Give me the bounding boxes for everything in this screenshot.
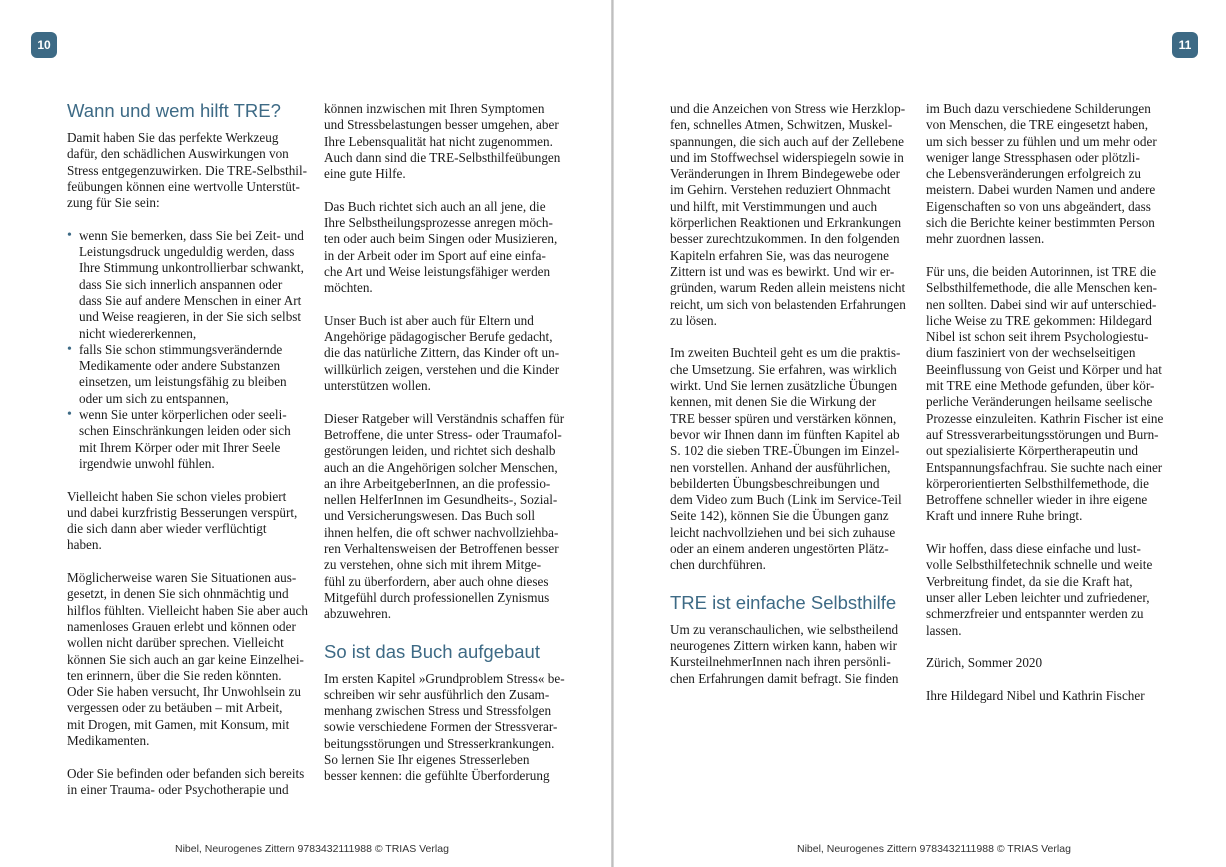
- text-line: dem Video zum Buch (Link im Service-Teil: [670, 492, 902, 508]
- text-line: Für uns, die beiden Autorinnen, ist TRE die: [926, 263, 1157, 279]
- text-line: haben.: [67, 537, 102, 553]
- text-line: Damit haben Sie das perfekte Werkzeug: [67, 130, 279, 145]
- text-line: mit Drogen, mit Gamen, mit Konsum, mit: [67, 716, 290, 732]
- text-line: dass Sie auf andere Menschen in einer Art: [79, 292, 302, 308]
- text-line: Medikamente oder andere Substanzen: [79, 358, 281, 374]
- text-line: Im zweiten Buchteil geht es um die praktis-: [670, 345, 901, 361]
- page-footer: Nibel, Neurogenes Zittern 9783432111988 © TRIAS Verlag: [175, 843, 449, 855]
- text-line: Kraft und innere Ruhe bringt.: [926, 508, 1083, 524]
- paragraph: [67, 130, 307, 211]
- text-line: Selbsthilfemethode, die alle Menschen ken-: [926, 280, 1158, 296]
- paragraph: [926, 264, 1176, 525]
- text-line: • falls Sie schon stimmungsverändernde: [67, 342, 307, 358]
- text-line: TRE besser spüren und verstärken können,: [670, 410, 897, 426]
- text-line: dass Sie sich innerlich anspannen oder: [79, 276, 283, 292]
- page-footer: Nibel, Neurogenes Zittern 9783432111988 © TRIAS Verlag: [797, 843, 1071, 855]
- text-line: in der Arbeit oder im Sport auf eine einfa-: [324, 247, 546, 263]
- section-heading: So ist das Buch aufgebaut: [324, 640, 540, 662]
- text-line: Auch dann sind die TRE-Selbsthilfeübungen: [324, 149, 561, 165]
- text-line: meistern. Dabei wurden Namen und andere: [926, 182, 1156, 198]
- text-line: Veränderungen in Ihrem Bindegewebe oder: [670, 166, 900, 182]
- text-line: oder um sich zu entspannen,: [79, 390, 229, 406]
- text-line: Prozesse einzuleiten. Kathrin Fischer ist eine: [926, 410, 1164, 426]
- bullet-list: [67, 228, 307, 472]
- text-line: Vielleicht haben Sie schon vieles probiert: [67, 488, 287, 504]
- text-line: sich die Berichte keiner bestimmten Person: [926, 215, 1155, 231]
- text-line: Im ersten Kapitel »Grundproblem Stress« be-: [324, 670, 565, 686]
- text-line: und Weise reagieren, in der Sie sich selbst: [79, 309, 302, 325]
- text-line: Unser Buch ist aber auch für Eltern und: [324, 312, 534, 328]
- text-line: Betroffene schneller wieder in ihre eigene: [926, 492, 1148, 508]
- text-line: dafür, den schädlichen Auswirkungen von: [67, 146, 289, 162]
- text-line: Zittern ist und was es bewirkt. Und wir er-: [670, 263, 895, 279]
- text-line: Ihre Stimmung unkontrollierbar schwankt,: [79, 260, 304, 276]
- text-line: bevor wir Ihnen dann im fünften Kapitel ab: [670, 426, 900, 442]
- text-line: können Sie sich auch an gar keine Einzelhei-: [67, 651, 304, 667]
- text-line: und im Stoffwechsel widerspiegeln sowie in: [670, 149, 904, 165]
- text-line: im Buch dazu verschiedene Schilderungen: [926, 101, 1151, 116]
- text-line: Betroffene, die unter Stress- oder Traumafol-: [324, 426, 562, 442]
- text-line: Stress entgegenzuwirken. Die TRE-Selbsthil-: [67, 162, 308, 178]
- text-line: Verbreitung findet, da sie die Kraft hat,: [926, 573, 1133, 589]
- text-line: mit Ihrem Körper oder mit Ihrer Seele: [79, 439, 281, 455]
- text-line: willkürlich zeigen, verstehen und die Kinder: [324, 361, 560, 377]
- right-column-2: [926, 101, 1176, 704]
- text-line: fen, schnelles Atmen, Schwitzen, Muskel-: [670, 117, 893, 133]
- text-line: Oder Sie befinden oder befanden sich bereits: [67, 765, 305, 781]
- text-line: um sich besser zu fühlen und um mehr oder: [926, 133, 1157, 149]
- paragraph: [670, 622, 910, 687]
- text-line: zu verstehen, ohne sich mit ihrem Mitge-: [324, 557, 542, 573]
- text-line: beitungsstörungen und Stresserkrankungen.: [324, 735, 555, 751]
- text-line: körperlichen Reaktionen und Erkrankungen: [670, 215, 902, 231]
- text-line: out spezialisierte Körpertherapeutin und: [926, 443, 1139, 459]
- text-line: Seite 142), können Sie die Übungen ganz: [670, 508, 889, 524]
- text-line: lassen.: [926, 622, 962, 638]
- paragraph: [67, 489, 307, 554]
- text-line: schen Einschränkungen leiden oder sich: [79, 423, 291, 439]
- paragraph: [324, 101, 574, 182]
- right-column-1: [670, 101, 910, 687]
- text-line: die das natürliche Zittern, das Kinder oft un-: [324, 345, 560, 361]
- text-line: abzuwehren.: [324, 606, 391, 622]
- paragraph: [670, 345, 910, 573]
- text-line: fühl zu überfordern, aber auch ohne dieses: [324, 573, 549, 589]
- text-line: namenloses Grauen erlebt und können oder: [67, 618, 296, 634]
- text-line: dium fasziniert von der wechselseitigen: [926, 345, 1136, 361]
- paragraph: [324, 199, 574, 297]
- text-line: Nibel ist schon seit ihrem Psychologiestu-: [926, 329, 1149, 345]
- page-number-badge: 11: [1172, 32, 1198, 58]
- text-line: reicht, um sich von belastenden Erfahrungen: [670, 296, 906, 312]
- text-line: einsetzen, um leistungsfähig zu bleiben: [79, 374, 287, 390]
- text-line: sowie verschiedene Formen der Stressverar-: [324, 719, 558, 735]
- section-heading: Wann und wem hilft TRE?: [67, 100, 281, 121]
- text-line: che Umsetzung. Sie erfahren, was wirklich: [670, 361, 897, 377]
- text-line: die sich dann aber wieder verflüchtigt: [67, 521, 267, 537]
- paragraph: [67, 766, 307, 799]
- text-line: wollen nicht darüber sprechen. Vielleicht: [67, 635, 284, 651]
- signature: Ihre Hildegard Nibel und Kathrin Fischer: [926, 687, 1145, 703]
- text-line: irgendwie unwohl fühlen.: [79, 455, 215, 471]
- text-line: besser zurechtzukommen. In den folgenden: [670, 231, 900, 247]
- text-line: chen durchführen.: [670, 557, 766, 573]
- text-line: nen vorstellen. Anhand der ausführlichen,: [670, 459, 891, 475]
- text-line: an ihre ArbeitgeberInnen, an die professio-: [324, 475, 551, 491]
- text-line: Oder Sie haben versucht, Ihr Unwohlsein zu: [67, 684, 302, 700]
- text-line: So lernen Sie Ihr eigenes Stresserleben: [324, 751, 530, 767]
- text-line: eine gute Hilfe.: [324, 166, 406, 182]
- text-line: Wir hoffen, dass diese einfache und lust-: [926, 541, 1141, 557]
- text-line: Das Buch richtet sich auch an all jene, die: [324, 198, 546, 214]
- text-line: liche Weise zu TRE gekommen: Hildegard: [926, 312, 1152, 328]
- text-line: besser kennen: die gefühlte Überforderung: [324, 768, 550, 784]
- text-line: che Lebensveränderungen erfolgreich zu: [926, 166, 1141, 182]
- section-heading: TRE ist einfache Selbsthilfe: [670, 591, 897, 613]
- text-line: gesetzt, in denen Sie sich ohnmächtig und: [67, 586, 289, 602]
- list-item: [67, 342, 307, 407]
- text-line: ren Verhaltensweisen der Betroffenen besser: [324, 541, 559, 557]
- text-line: spannungen, die sich auch auf der Zellebene: [670, 133, 904, 149]
- text-line: ihnen helfen, die oft schwer nachvollziehba-: [324, 524, 559, 540]
- paragraph: [670, 101, 910, 329]
- text-line: nellen HelferInnen im Gesundheits-, Sozial-: [324, 492, 558, 508]
- text-line: neurogenes Zittern wirken kann, haben wir: [670, 637, 898, 653]
- text-line: zung für Sie sein:: [67, 195, 160, 211]
- text-line: können inzwischen mit Ihren Symptomen: [324, 101, 545, 116]
- text-line: schreiben wir sehr ausführlich den Zusam-: [324, 686, 550, 702]
- left-page: [0, 0, 612, 867]
- text-line: oder an einem anderen ungestörten Plätz-: [670, 541, 889, 557]
- paragraph: [926, 101, 1176, 248]
- text-line: von Menschen, die TRE eingesetzt haben,: [926, 117, 1149, 133]
- text-line: Dieser Ratgeber will Verständnis schaffen für: [324, 410, 565, 426]
- text-line: kennen, mit denen Sie die Wirkung der: [670, 394, 877, 410]
- text-line: schmerzfreier und entspannter werden zu: [926, 606, 1144, 622]
- text-line: Ihre Selbstheilungsprozesse anregen möch-: [324, 215, 553, 231]
- text-line: und Stressbelastungen besser umgehen, aber: [324, 117, 559, 133]
- text-line: Beeinflussung von Geist und Körper und hat: [926, 361, 1162, 377]
- text-line: gestörungen leiden, und richtet sich deshalb: [324, 443, 556, 459]
- text-line: ten erinnern, über die Sie reden könnten.: [67, 667, 282, 683]
- text-line: • wenn Sie bemerken, dass Sie bei Zeit- und: [67, 228, 307, 244]
- text-line: volle Selbsthilfetechnik schnelle und weite: [926, 557, 1153, 573]
- text-line: Eigenschaften so von uns abgeändert, dass: [926, 198, 1151, 214]
- paragraph: [324, 313, 574, 394]
- text-line: möchten.: [324, 280, 373, 296]
- text-line: körperorientierten Selbsthilfemethode, die: [926, 475, 1150, 491]
- text-line: Medikamenten.: [67, 732, 150, 748]
- text-line: unser aller Leben leichter und zufriedener,: [926, 589, 1150, 605]
- text-line: in einer Trauma- oder Psychotherapie und: [67, 781, 289, 797]
- list-item: [67, 407, 307, 472]
- text-line: KursteilnehmerInnen nach ihren persönli-: [670, 654, 891, 670]
- text-line: hilflos fühlten. Vielleicht haben Sie aber auch: [67, 602, 309, 618]
- right-page: [614, 0, 1226, 867]
- text-line: wirkt. Und Sie lernen zusätzliche Übungen: [670, 378, 898, 394]
- paragraph: [324, 411, 574, 623]
- place-date: Zürich, Sommer 2020: [926, 655, 1043, 671]
- left-column-1: [67, 100, 307, 798]
- page-number-badge: 10: [31, 32, 57, 58]
- text-line: und Versicherungswesen. Das Buch soll: [324, 508, 536, 524]
- paragraph: [926, 541, 1176, 639]
- text-line: Um zu veranschaulichen, wie selbstheilend: [670, 621, 899, 637]
- text-line: S. 102 die sieben TRE-Übungen im Einzel-: [670, 443, 900, 459]
- text-line: gründen, warum Reden allein meistens nicht: [670, 280, 906, 296]
- text-line: mehr zuordnen lassen.: [926, 231, 1045, 247]
- text-line: und die Anzeichen von Stress wie Herzklop-: [670, 101, 906, 116]
- text-line: Leistungsdruck ungeduldig werden, dass: [79, 244, 295, 260]
- text-line: nen sollten. Dabei sind wir auf unterschied-: [926, 296, 1157, 312]
- text-line: Möglicherweise waren Sie Situationen aus-: [67, 570, 297, 586]
- text-line: und hilft, mit Verstimmungen und auch: [670, 198, 878, 214]
- text-line: chen Erfahrungen damit befragt. Sie finden: [670, 670, 899, 686]
- text-line: auf Stressverarbeitungsstörungen und Burn-: [926, 426, 1159, 442]
- text-line: auch an die Angehörigen solcher Menschen,: [324, 459, 558, 475]
- paragraph: [67, 570, 307, 749]
- text-line: weniger lange Stressphasen oder plötzli-: [926, 149, 1140, 165]
- text-line: menhang zwischen Stress und Stressfolgen: [324, 703, 552, 719]
- text-line: Mitgefühl durch professionellen Zynismus: [324, 589, 550, 605]
- text-line: nicht wiedererkennen,: [79, 325, 197, 341]
- text-line: che Art und Weise leistungsfähiger werden: [324, 263, 551, 279]
- text-line: mit TRE eine Methode gefunden, über kör-: [926, 378, 1155, 394]
- list-item: [67, 228, 307, 342]
- left-column-2: [324, 101, 574, 785]
- text-line: bebilderten Übungsbeschreibungen und: [670, 475, 880, 491]
- text-line: unterstützen wollen.: [324, 378, 431, 394]
- text-line: Ihre Lebensqualität hat nicht zugenommen.: [324, 133, 553, 149]
- text-line: perliche Veränderungen heilsame seelische: [926, 394, 1153, 410]
- text-line: Angehörige pädagogischer Berufe gedacht,: [324, 329, 553, 345]
- text-line: ten oder auch beim Singen oder Musizieren,: [324, 231, 558, 247]
- text-line: im Gehirn. Verstehen reduziert Ohnmacht: [670, 182, 891, 198]
- text-line: Entspannungsfachfrau. Sie suchte nach einer: [926, 459, 1163, 475]
- text-line: • wenn Sie unter körperlichen oder seeli-: [67, 407, 307, 423]
- text-line: Kapiteln erfahren Sie, was das neurogene: [670, 247, 889, 263]
- text-line: leicht nachvollziehen und bei sich zuhause: [670, 524, 896, 540]
- text-line: feübungen können eine wertvolle Unterstüt-: [67, 178, 300, 194]
- paragraph: [324, 671, 574, 785]
- text-line: zu lösen.: [670, 312, 717, 328]
- text-line: und dabei kurzfristig Besserungen verspürt,: [67, 504, 298, 520]
- text-line: vergessen oder zu betäuben – mit Arbeit,: [67, 700, 283, 716]
